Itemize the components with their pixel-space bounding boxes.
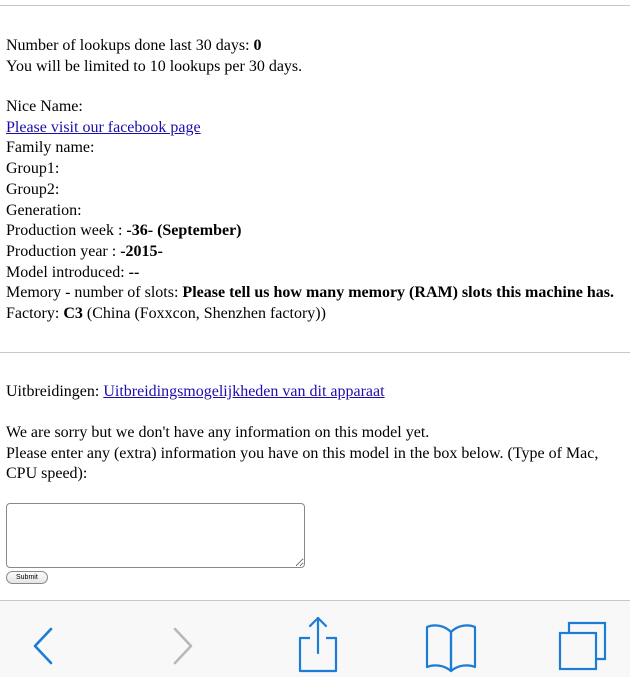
family-name-label: Family name: [6, 139, 95, 157]
model-introduced-label: Model introduced: [6, 263, 125, 281]
nice-name-label: Nice Name: [6, 98, 83, 115]
forward-icon [162, 601, 202, 677]
bookmarks-icon [422, 601, 480, 677]
middle-divider [0, 352, 630, 353]
share-button[interactable] [294, 601, 342, 677]
browser-toolbar [0, 600, 630, 677]
bookmarks-button[interactable] [422, 601, 480, 677]
prompt-text: Please enter any (extra) information you have on this model in the box below. (Type of Mac, CPU speed): [6, 444, 599, 483]
lookups-section [6, 36, 624, 77]
submit-button[interactable]: Submit [6, 571, 48, 584]
share-icon [294, 601, 342, 677]
lookup-limit-text: You will be limited to 10 lookups per 30 days. [6, 57, 303, 75]
upgrades-link[interactable]: Uitbreidingsmogelijkheden van dit apparaat [103, 383, 385, 400]
back-icon [22, 601, 62, 677]
factory-label: Factory: [6, 305, 60, 323]
tabs-button[interactable] [554, 601, 612, 677]
model-introduced-value: -- [128, 263, 140, 281]
memory-label: Memory - number of slots: [6, 284, 179, 302]
info-textarea[interactable] [6, 503, 305, 568]
model-introduced-line [6, 263, 624, 284]
info-section [6, 423, 618, 485]
sorry-text: We are sorry but we don't have any information on this model yet. [6, 424, 430, 441]
factory-code: C3 [63, 305, 83, 323]
lookup-count-label: Number of lookups done last 30 days: [6, 37, 250, 54]
lookup-count-line [6, 36, 624, 57]
tabs-icon [554, 601, 612, 677]
lookup-count-value: 0 [253, 37, 262, 54]
memory-line [6, 283, 624, 304]
factory-line [6, 304, 624, 325]
upgrades-label: Uitbreidingen: [6, 383, 100, 400]
back-button[interactable] [22, 601, 62, 677]
production-year-label: Production year : [6, 242, 117, 260]
memory-value: Please tell us how many memory (RAM) slots this machine has. [182, 284, 614, 302]
group1-label: Group1: [6, 160, 60, 178]
production-week-value: -36- (September) [126, 222, 242, 240]
production-year-line [6, 242, 624, 263]
factory-desc: (China (Foxxcon, Shenzhen factory)) [86, 305, 326, 323]
generation-label: Generation: [6, 201, 82, 219]
production-year-value: -2015- [120, 242, 163, 260]
facebook-link[interactable]: Please visit our facebook page [6, 118, 201, 136]
production-week-label: Production week : [6, 222, 123, 240]
forward-button[interactable] [162, 601, 202, 677]
group2-label: Group2: [6, 180, 60, 198]
upgrades-line [6, 382, 624, 403]
production-week-line [6, 221, 624, 242]
specs-section [6, 97, 624, 325]
top-divider [0, 5, 630, 6]
